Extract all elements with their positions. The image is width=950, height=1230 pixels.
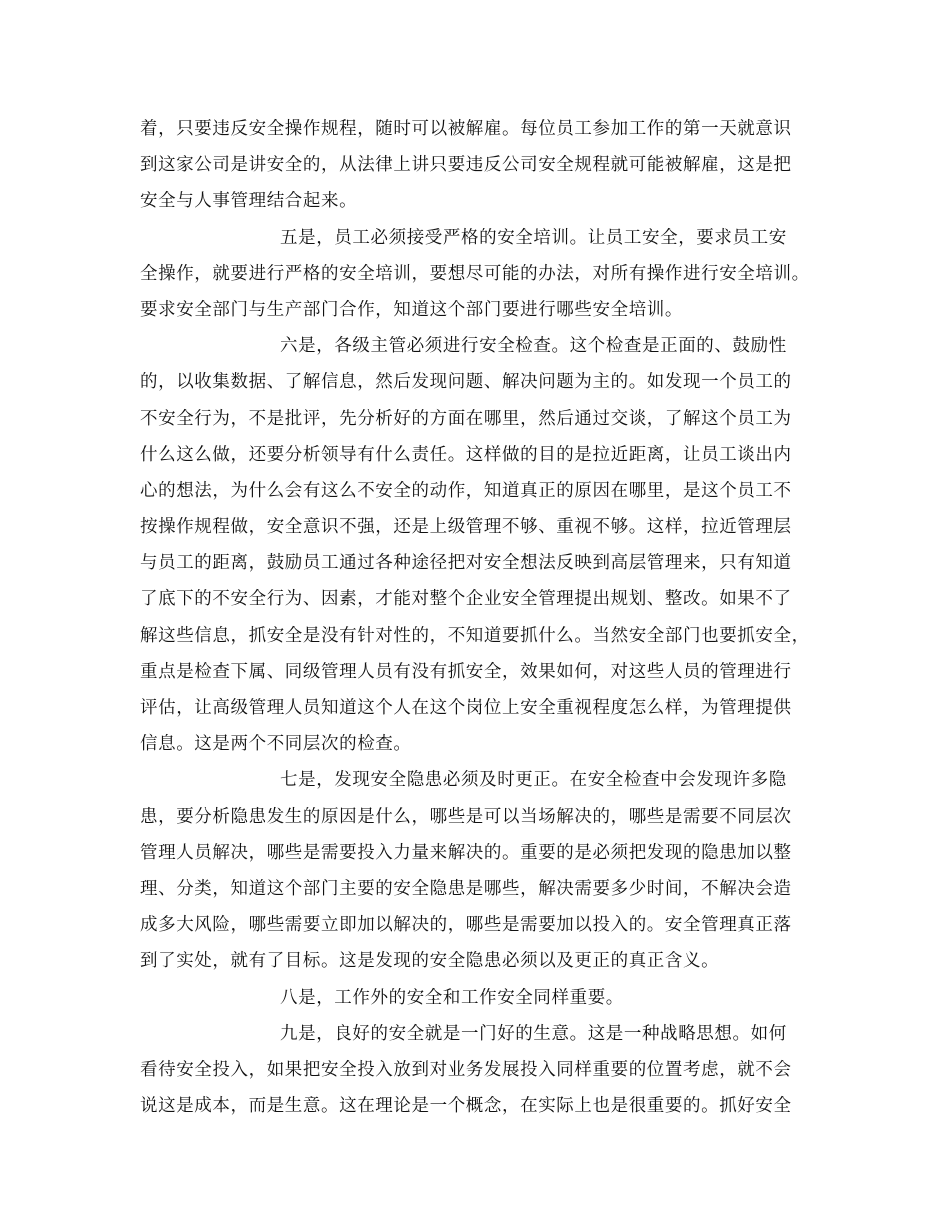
paragraph-heading-line: 五是，员工必须接受严格的安全培训。让员工安全，要求员工安 bbox=[280, 227, 787, 248]
text-line: 信息。这是两个不同层次的检查。 bbox=[140, 734, 412, 755]
text-line: 重点是检查下属、同级管理人员有没有抓安全，效果如何，对这些人员的管理进行 bbox=[140, 661, 792, 682]
text-line: 到这家公司是讲安全的，从法律上讲只要违反公司安全规程就可能被解雇，这是把 bbox=[140, 155, 792, 176]
text-line: 解这些信息，抓安全是没有针对性的，不知道要抓什么。当然安全部门也要抓安全， bbox=[140, 625, 810, 646]
text-line: 理、分类，知道这个部门主要的安全隐患是哪些，解决需要多少时间，不解决会造 bbox=[140, 878, 792, 899]
text-line: 心的想法，为什么会有这么不安全的动作，知道真正的原因在哪里，是这个员工不 bbox=[140, 480, 792, 501]
paragraph-heading-line: 六是，各级主管必须进行安全检查。这个检查是正面的、鼓励性 bbox=[280, 336, 787, 357]
text-line: 到了实处，就有了目标。这是发现的安全隐患必须以及更正的真正含义。 bbox=[140, 951, 720, 972]
text-line: 什么这么做，还要分析领导有什么责任。这样做的目的是拉近距离，让员工谈出内 bbox=[140, 444, 792, 465]
paragraph-heading-line: 九是，良好的安全就是一门好的生意。这是一种战略思想。如何 bbox=[280, 1023, 787, 1044]
text-line: 说这是成本，而是生意。这在理论是一个概念，在实际上也是很重要的。抓好安全 bbox=[140, 1096, 792, 1117]
paragraph-heading-line: 七是，发现安全隐患必须及时更正。在安全检查中会发现许多隐 bbox=[280, 770, 787, 791]
text-line: 的，以收集数据、了解信息，然后发现问题、解决问题为主的。如发现一个员工的 bbox=[140, 372, 792, 393]
text-line: 与员工的距离，鼓励员工通过各种途径把对安全想法反映到高层管理来，只有知道 bbox=[140, 553, 792, 574]
text-line: 着，只要违反安全操作规程，随时可以被解雇。每位员工参加工作的第一天就意识 bbox=[140, 119, 792, 139]
text-line: 看待安全投入，如果把安全投入放到对业务发展投入同样重要的位置考虑，就不会 bbox=[140, 1059, 792, 1080]
text-line: 成多大风险，哪些需要立即加以解决的，哪些是需要加以投入的。安全管理真正落 bbox=[140, 915, 792, 936]
text-line: 管理人员解决，哪些是需要投入力量来解决的。重要的是必须把发现的隐患加以整 bbox=[140, 842, 792, 863]
body-text bbox=[140, 111, 820, 1124]
text-line: 要求安全部门与生产部门合作，知道这个部门要进行哪些安全培训。 bbox=[140, 299, 683, 320]
text-line: 安全与人事管理结合起来。 bbox=[140, 191, 358, 212]
text-line: 患，要分析隐患发生的原因是什么，哪些是可以当场解决的，哪些是需要不同层次 bbox=[140, 806, 792, 827]
paragraph-heading-line: 八是，工作外的安全和工作安全同样重要。 bbox=[280, 987, 624, 1008]
text-line: 全操作，就要进行严格的安全培训，要想尽可能的办法，对所有操作进行安全培训。 bbox=[140, 263, 810, 284]
text-line: 不安全行为，不是批评，先分析好的方面在哪里，然后通过交谈，了解这个员工为 bbox=[140, 408, 792, 429]
text-line: 按操作规程做，安全意识不强，还是上级管理不够、重视不够。这样，拉近管理层 bbox=[140, 517, 792, 538]
text-line: 评估，让高级管理人员知道这个人在这个岗位上安全重视程度怎么样，为管理提供 bbox=[140, 698, 792, 718]
text-line: 了底下的不安全行为、因素，才能对整个企业安全管理提出规划、整改。如果不了 bbox=[140, 589, 792, 610]
